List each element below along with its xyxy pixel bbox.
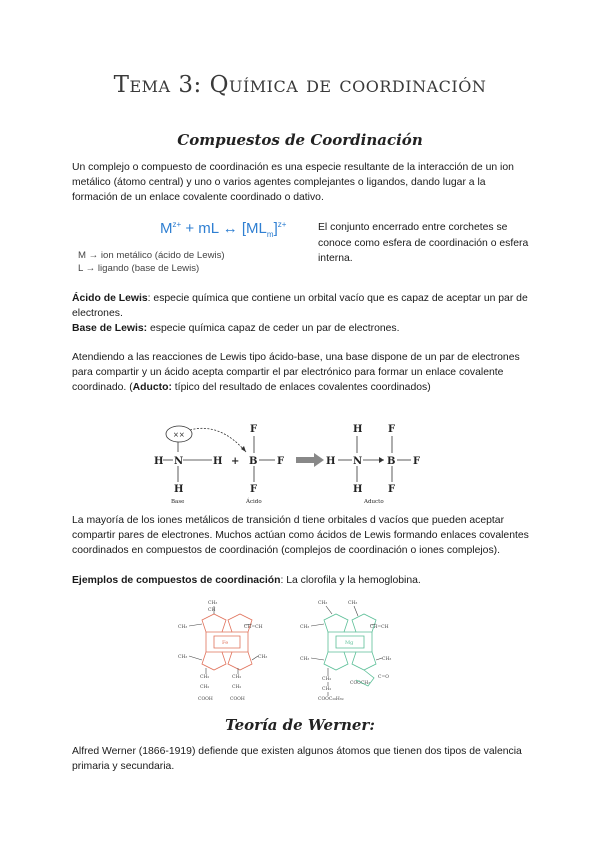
chlorophyll-structure — [298, 598, 420, 704]
formula-ligand-equilibrium: + mL ↔ [ML — [181, 220, 267, 237]
formula-subscript: m — [266, 230, 274, 239]
heme-label-ch2-b: CH₂ — [232, 675, 242, 680]
adduct-f-bottom: F — [388, 484, 396, 495]
lewis-acid-definition — [72, 291, 532, 321]
heme-label-ch2-d: CH₂ — [232, 685, 242, 690]
section-heading-werner: Teoría de Werner: — [225, 716, 375, 734]
plus-sign: + — [231, 456, 240, 467]
label-acid: Ácido — [246, 499, 262, 505]
lewis-acid-term: Ácido de Lewis — [72, 293, 148, 304]
chl-label-ch3-left: CH3 — [300, 625, 310, 630]
curved-arrow-icon — [190, 428, 246, 452]
formula-complex-charge: z+ — [277, 220, 287, 229]
formula-charge: z+ — [172, 220, 182, 229]
chl-label-ch3-right: CH3 — [382, 657, 392, 662]
chl-label-ch2-a: CH₂ — [322, 677, 332, 682]
heme-label-cooh-b: COOH — [230, 697, 245, 702]
heme-label-ch3-top: CH3 — [208, 601, 218, 606]
heme-label-ch-top: CH — [208, 608, 216, 613]
heme-structure — [176, 598, 294, 704]
chl-label-ch2-b: CH₂ — [322, 687, 332, 692]
intro-paragraph: Un complejo o compuesto de coordinación es una especie resultante de la interacción de un ion metálico (átomo central) y uno o varios agentes complejantes o ligandos, dando lugar a la formación de un enlace covalente coordinado o dativo. — [72, 162, 514, 204]
examples-paragraph — [72, 573, 532, 588]
chl-label-vinyl: CH=CH — [370, 625, 389, 630]
chl-label-cooc: COOC₂₀H₃₉ — [318, 697, 344, 702]
section-heading-compuestos: Compuestos de Coordinación — [177, 131, 423, 149]
examples-term: Ejemplos de compuestos de coordinación — [72, 575, 281, 586]
adduct-n: N — [353, 456, 363, 467]
atom-f-right: F — [277, 456, 285, 467]
formula-metal: M — [160, 220, 173, 237]
label-base: Base — [171, 499, 185, 505]
werner-paragraph: Alfred Werner (1866-1919) defiende que existen algunos átomos que tienen dos tipos de valencia primaria y secundaria. — [72, 746, 522, 773]
page-title: Tema 3: Química de coordinación — [113, 72, 487, 98]
legend-metal: M → ion metálico (ácido de Lewis) — [78, 250, 225, 261]
adduct-h-bottom: H — [353, 484, 363, 495]
adduct-h-top: H — [353, 424, 363, 435]
atom-h-right: H — [213, 456, 223, 467]
atom-f-bottom: F — [250, 484, 258, 495]
heme-label-ch2-a: CH₂ — [200, 675, 210, 680]
adduct-h-left: H — [326, 456, 336, 467]
lewis-base-text: especie química capaz de ceder un par de electrones. — [147, 323, 400, 334]
complex-formula — [160, 220, 286, 239]
lewis-base-term: Base de Lewis: — [72, 323, 148, 334]
adduct-b: B — [387, 456, 396, 467]
lewis-base-definition — [72, 321, 532, 336]
formula-bracket-close: ] — [273, 220, 278, 237]
adduct-dative-arrow-icon — [379, 457, 384, 463]
adduct-term: Aducto: — [132, 382, 172, 394]
heme-label-vinyl: CH=CH — [244, 625, 263, 630]
heme-label-ch3-right: CH3 — [258, 655, 268, 660]
heme-label-ch3-left2: CH3 — [178, 655, 188, 660]
heme-metal-center: Fe — [222, 640, 229, 646]
lewis-acid-text: : especie química que contiene un orbital vacío que es capaz de aceptar un par de electrones. — [72, 293, 528, 320]
chl-label-ch3-top: CH3 — [318, 601, 328, 606]
lone-pair-symbol: ×× — [173, 431, 185, 439]
chl-label-ch3-top2: CH3 — [348, 601, 358, 606]
heme-label-cooh-a: COOH — [198, 697, 213, 702]
reaction-arrow-icon — [314, 453, 324, 467]
formula-block — [72, 218, 312, 278]
chlorophyll-porphyrin-ring — [324, 614, 376, 686]
chl-label-ch3-left2: CH3 — [300, 657, 310, 662]
heme-label-ch2-c: CH₂ — [200, 685, 210, 690]
examples-text: : La clorofila y la hemoglobina. — [280, 575, 421, 586]
atom-h-bottom: H — [174, 484, 184, 495]
reaction-arrow-shaft — [296, 457, 314, 463]
lewis-reaction-diagram — [150, 412, 450, 508]
legend-ligand: L → ligando (base de Lewis) — [78, 263, 200, 274]
acid-base-paragraph — [72, 350, 532, 396]
adduct-f-top: F — [388, 424, 396, 435]
transition-metals-paragraph: La mayoría de los iones metálicos de transición d tiene orbitales d vacíos que pueden aceptar compartir pares de electrones. Muchos actúan como ácidos de Lewis formando enlaces covalentes coordinados en compuestos de coordinación (complejos de coordinación o iones complejos). — [72, 515, 529, 557]
chlorophyll-metal-center: Mg — [345, 640, 354, 646]
atom-h-left: H — [154, 456, 164, 467]
side-note-coordination-sphere: El conjunto encerrado entre corchetes se conoce como esfera de coordinación o esfera interna. — [318, 222, 529, 264]
chl-label-cooch3: COOCH₃ — [350, 681, 370, 686]
adduct-text: típico del resultado de enlaces covalentes coordinados) — [171, 382, 431, 394]
atom-n-left: N — [174, 456, 184, 467]
chl-label-co: C=O — [378, 675, 389, 680]
atom-b-left: B — [249, 456, 258, 467]
heme-label-ch3-left: CH3 — [178, 625, 188, 630]
adduct-f-right: F — [413, 456, 421, 467]
acid-base-text: Atendiendo a las reacciones de Lewis tipo ácido-base, una base dispone de un par de electrones para compartir y un ácido acepta compartir el par electrónico para formar un enlace covalente coordinado. ( — [72, 352, 520, 394]
atom-f-top: F — [250, 424, 258, 435]
label-adduct: Aducto — [364, 499, 384, 505]
